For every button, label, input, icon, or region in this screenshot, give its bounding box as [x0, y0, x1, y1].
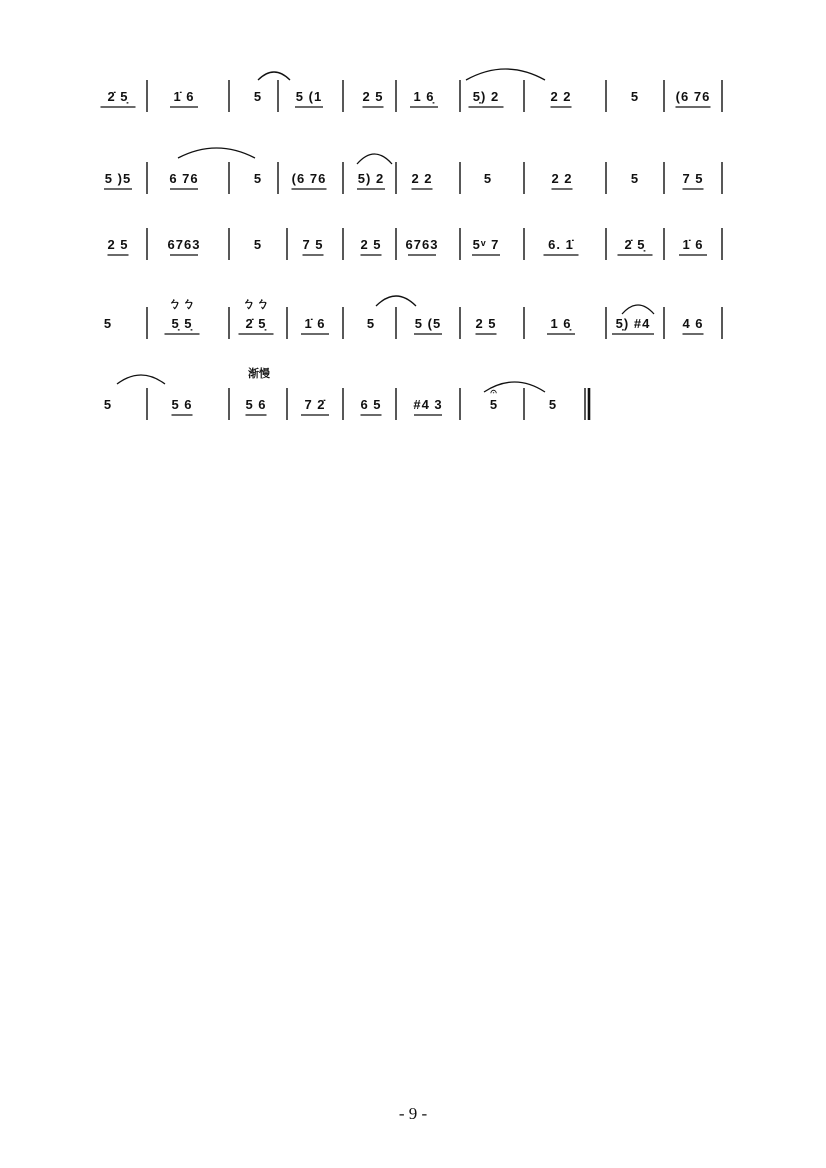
note-group: 1̇ 6 [682, 237, 704, 252]
note-group: 5ᵛ 7 [472, 237, 500, 252]
note-group: 4 6 [682, 316, 704, 331]
note-group: 5 [103, 397, 113, 412]
slur-arc [178, 148, 255, 158]
note-group: 2 5 [360, 237, 382, 252]
note-group: 5 [253, 89, 263, 104]
note-group: 5 (1 [295, 89, 323, 104]
note-group: 2 5 [107, 237, 129, 252]
page-number: - 9 - [398, 1104, 428, 1123]
note-group: 1 6̣ [550, 316, 572, 331]
music-score [0, 0, 826, 460]
slur-arc [258, 72, 290, 80]
note-group: 6 76 [169, 171, 199, 186]
tempo-marking: 渐慢 [248, 367, 270, 380]
note-group: 5 [483, 171, 493, 186]
note-group: 5 [630, 171, 640, 186]
note-group: 5 [253, 237, 263, 252]
note-group: 5 [630, 89, 640, 104]
note-group: 5 [548, 397, 558, 412]
note-group: 1 6̣ [413, 89, 435, 104]
note-group: 2 5 [362, 89, 384, 104]
ornament-mark: ㄅㄅ [167, 296, 197, 311]
note-group: 2 2 [411, 171, 433, 186]
note-group: 2̇ 5̣ [107, 89, 129, 104]
note-group: 1̇ 6 [304, 316, 326, 331]
ornament-mark: ㄅㄅ [241, 296, 271, 311]
note-group: 7 5 [302, 237, 324, 252]
note-group: 2 2 [551, 171, 573, 186]
note-group: 5̣) #4 [615, 316, 651, 331]
slur-arc [117, 375, 165, 384]
slur-arc [466, 69, 545, 80]
slur-arc [376, 296, 416, 306]
note-group: 5 (5 [414, 316, 442, 331]
note-group: 5̣ 5̣ [171, 316, 193, 331]
note-group: 5 [489, 397, 499, 412]
note-group: 2 2 [550, 89, 572, 104]
note-group: (6 76 [675, 89, 711, 104]
note-group: 5 [103, 316, 113, 331]
score-graphics [0, 0, 826, 460]
slur-arc [622, 305, 654, 314]
fermata-mark: 𝄐 [490, 386, 498, 398]
note-group: 2 5 [475, 316, 497, 331]
note-group: 7 5 [682, 171, 704, 186]
note-group: 5 [253, 171, 263, 186]
note-group: 6 5 [360, 397, 382, 412]
note-group: (6 76 [291, 171, 327, 186]
note-group: 2̇ 5̣ [245, 316, 267, 331]
note-group: 5 6 [245, 397, 267, 412]
note-group: 5 6 [171, 397, 193, 412]
note-group: 7 2̇ [304, 397, 326, 412]
note-group: 6763 [405, 237, 439, 252]
note-group: 2̇ 5̣ [624, 237, 646, 252]
note-group: 5̣) 2 [472, 89, 500, 104]
note-group: 1̇ 6 [173, 89, 195, 104]
note-group: 5 )5 [104, 171, 132, 186]
note-group: 6. 1̇ [548, 237, 574, 252]
note-group: 5 [366, 316, 376, 331]
note-group: 6763 [167, 237, 201, 252]
note-group: #4 3 [413, 397, 443, 412]
slur-arc [357, 154, 392, 164]
note-group: 5) 2 [357, 171, 385, 186]
